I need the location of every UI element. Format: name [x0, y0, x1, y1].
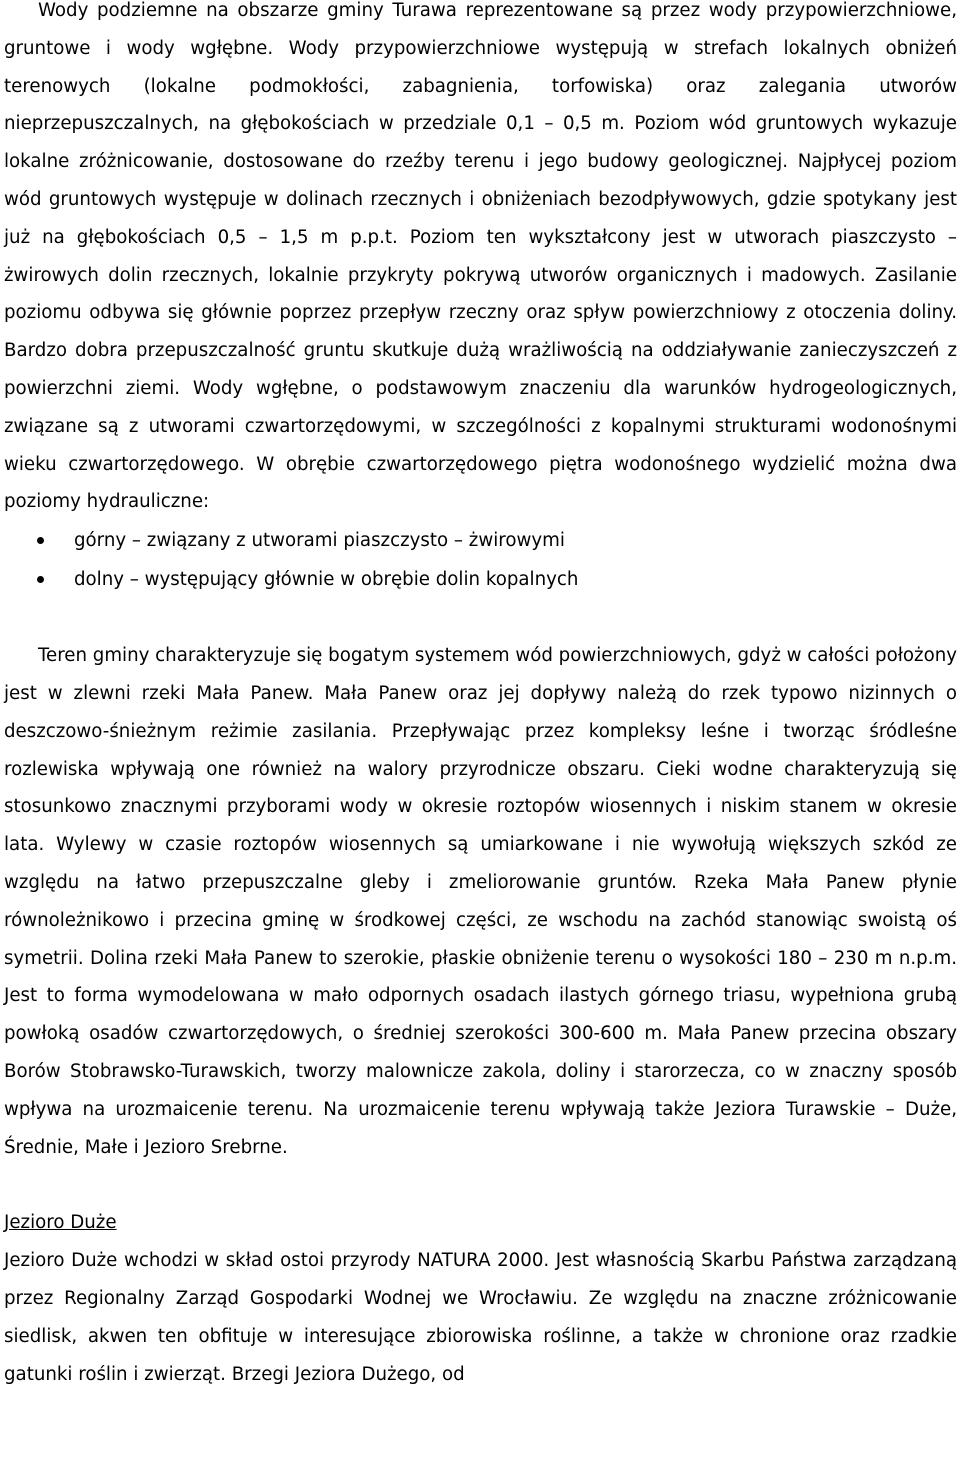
- groundwater-paragraph: Wody podziemne na obszarze gminy Turawa reprezentowane są przez wody przypowierzchniowe, gruntowe i wody wgłębne. Wody przypowierzchniowe występują w strefach lokalnych obniżeń terenowych (lokalne podmokłości, zabagnienia, torfowiska) oraz zalegania utworów nieprzepuszczalnych, na głębokościach w przedziale 0,1 – 0,5 m. Poziom wód gruntowych wykazuje lokalne zróżnicowanie, dostosowane do rzeźby terenu i jego budowy geologicznej. Najpłycej poziom wód gruntowych występuje w dolinach rzecznych i obniżeniach bezodpływowych, gdzie spotykany jest już na głębokościach 0,5 – 1,5 m p.p.t. Poziom ten wykształcony jest w utworach piaszczysto – żwirowych dolin rzecznych, lokalnie przykryty pokrywą utworów organicznych i madowych. Zasilanie poziomu odbywa się głównie poprzez przepływ rzeczny oraz spływ powierzchniowy z otoczenia doliny. Bardzo dobra przepuszczalność gruntu skutkuje dużą wrażliwością na oddziaływanie zanieczyszczeń z powierzchni ziemi. Wody wgłębne, o podstawowym znaczeniu dla warunków hydrogeologicznych, związane są z utworami czwartorzędowymi, w szczególności z kopalnymi strukturami wodonośnymi wieku czwartorzędowego. W obrębie czwartorzędowego piętra wodonośnego wydzielić można dwa poziomy hydrauliczne:: [4, 0, 957, 513]
- aquifer-levels-list: [4, 521, 957, 599]
- list-item-text: górny – związany z utworami piaszczysto – żwirowymi: [74, 530, 565, 552]
- list-item-text: dolny – występujący głównie w obrębie dolin kopalnych: [74, 569, 579, 591]
- surface-water-paragraph: Teren gminy charakteryzuje się bogatym systemem wód powierzchniowych, gdyż w całości położony jest w zlewni rzeki Mała Panew. Mała Panew oraz jej dopływy należą do rzek typowo nizinnych o deszczowo-śnieżnym reżimie zasilania. Przepływając przez kompleksy leśne i tworząc śródleśne rozlewiska wpływają one również na walory przyrodnicze obszaru. Cieki wodne charakteryzują się stosunkowo znacznymi przyborami wody w okresie roztopów wiosennych i niskim stanem w okresie lata. Wylewy w czasie roztopów wiosennych są umiarkowane i nie wywołują większych szkód ze względu na łatwo przepuszczalne gleby i zmeliorowanie gruntów. Rzeka Mała Panew płynie równoleżnikowo i przecina gminę w środkowej części, ze wschodu na zachód stanowiąc swoistą oś symetrii. Dolina rzeki Mała Panew to szerokie, płaskie obniżenie terenu o wysokości 180 – 230 m n.p.m. Jest to forma wymodelowana w mało odpornych osadach ilastych górnego triasu, wypełniona grubą powłoką osadów czwartorzędowych, o średniej szerokości 300-600 m. Mała Panew przecina obszary Borów Stobrawsko-Turawskich, tworzy malownicze zakola, doliny i starorzecza, co w znaczny sposób wpływa na urozmaicenie terenu. Na urozmaicenie terenu wpływają także Jeziora Turawskie – Duże, Średnie, Małe i Jezioro Srebrne.: [4, 645, 957, 1158]
- lake-paragraph: Jezioro Duże wchodzi w skład ostoi przyrody NATURA 2000. Jest własnością Skarbu Państwa zarządzaną przez Regionalny Zarząd Gospodarki Wodnej we Wrocławiu. Ze względu na znaczne zróżnicowanie siedlisk, akwen ten obfituje w interesujące zbiorowiska roślinne, a także w chronione oraz rzadkie gatunki roślin i zwierząt. Brzegi Jeziora Dużego, od: [4, 1250, 957, 1385]
- list-item: [4, 521, 957, 560]
- bullet-icon: [37, 576, 44, 583]
- bullet-icon: [37, 537, 44, 544]
- list-item: [4, 560, 957, 599]
- section-heading: Jezioro Duże: [4, 1212, 117, 1234]
- document-page: [4, 0, 957, 1393]
